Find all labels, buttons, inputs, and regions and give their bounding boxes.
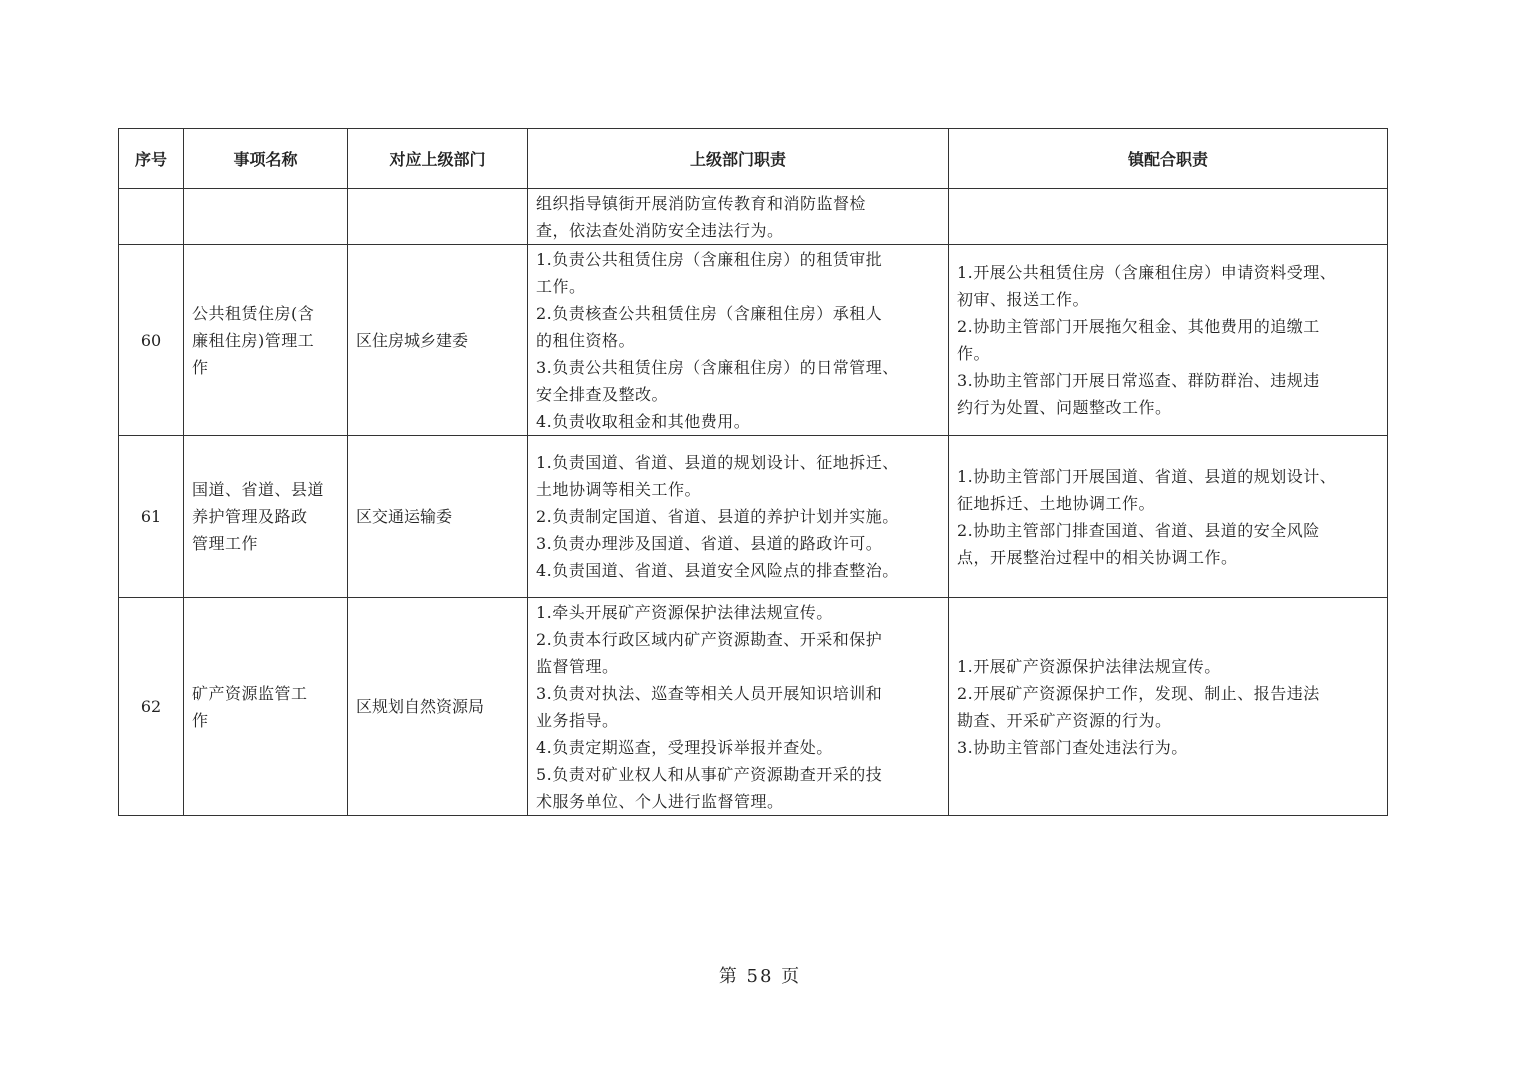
header-upper-dept: 对应上级部门: [348, 129, 528, 189]
header-town-duty: 镇配合职责: [949, 129, 1388, 189]
upper-duty-line: 1.负责公共租赁住房（含廉租住房）的租赁审批: [536, 249, 883, 269]
cell-upper-duty: [528, 598, 949, 816]
cell-serial: 60: [119, 245, 184, 436]
header-serial: 序号: [119, 129, 184, 189]
item-name-line: 养护管理及路政: [192, 507, 308, 526]
item-name-line: 国道、省道、县道: [192, 480, 325, 499]
cell-upper-duty: [528, 189, 949, 245]
cell-upper-dept: 区规划自然资源局: [348, 598, 528, 816]
town-duty-line: 3.协助主管部门开展日常巡查、群防群治、违规违: [957, 371, 1320, 390]
upper-duty-line: 业务指导。: [536, 710, 619, 730]
upper-duty-line: 4.负责定期巡查，受理投诉举报并查处。: [536, 737, 833, 757]
upper-duty-line: 2.负责本行政区域内矿产资源勘查、开采和保护: [536, 629, 883, 649]
upper-duty-line: 安全排查及整改。: [536, 384, 669, 404]
cell-item-name: [184, 436, 348, 598]
cell-town-duty: [949, 189, 1388, 245]
table-row: [119, 436, 1388, 598]
cell-upper-dept: 区住房城乡建委: [348, 245, 528, 436]
upper-duty-line: 土地协调等相关工作。: [536, 480, 702, 499]
table-row: [119, 245, 1388, 436]
town-duty-line: 约行为处置、问题整改工作。: [957, 398, 1172, 417]
item-name-line: 作: [192, 357, 209, 377]
upper-duty-line: 3.负责公共租赁住房（含廉租住房）的日常管理、: [536, 357, 899, 377]
table-header-row: [119, 129, 1388, 189]
cell-town-duty: [949, 598, 1388, 816]
cell-serial: 61: [119, 436, 184, 598]
cell-town-duty: [949, 436, 1388, 598]
cell-upper-dept: [348, 189, 528, 245]
upper-duty-line: 4.负责收取租金和其他费用。: [536, 411, 751, 431]
upper-duty-line: 的租住资格。: [536, 330, 636, 350]
upper-duty-line: 2.负责核查公共租赁住房（含廉租住房）承租人: [536, 303, 883, 323]
cell-item-name: [184, 598, 348, 816]
cell-town-duty: [949, 245, 1388, 436]
item-name-line: 作: [192, 710, 209, 730]
header-upper-duty: 上级部门职责: [528, 129, 949, 189]
town-duty-line: 1.开展矿产资源保护法律法规宣传。: [957, 656, 1221, 676]
cell-upper-duty: [528, 436, 949, 598]
item-name-line: 廉租住房)管理工: [192, 330, 315, 350]
item-name-line: 公共租赁住房(含: [192, 303, 315, 323]
table-row: [119, 598, 1388, 816]
cell-item-name: [184, 245, 348, 436]
upper-duty-line: 查，依法查处消防安全违法行为。: [536, 220, 784, 240]
town-duty-line: 2.开展矿产资源保护工作，发现、制止、报告违法: [957, 683, 1320, 703]
town-duty-line: 3.协助主管部门查处违法行为。: [957, 737, 1188, 757]
upper-duty-line: 3.负责对执法、巡查等相关人员开展知识培训和: [536, 683, 883, 703]
upper-duty-line: 3.负责办理涉及国道、省道、县道的路政许可。: [536, 534, 883, 553]
town-duty-line: 2.协助主管部门排查国道、省道、县道的安全风险: [957, 520, 1320, 540]
town-duty-line: 征地拆迁、土地协调工作。: [957, 493, 1156, 513]
item-name-line: 矿产资源监管工: [192, 683, 308, 703]
town-duty-line: 1.协助主管部门开展国道、省道、县道的规划设计、: [957, 466, 1337, 486]
header-item-name: 事项名称: [184, 129, 348, 189]
upper-duty-line: 组织指导镇街开展消防宣传教育和消防监督检: [536, 193, 867, 213]
cell-serial: [119, 189, 184, 245]
town-duty-line: 点，开展整治过程中的相关协调工作。: [957, 547, 1238, 567]
upper-duty-line: 1.牵头开展矿产资源保护法律法规宣传。: [536, 602, 833, 622]
upper-duty-line: 工作。: [536, 276, 586, 296]
upper-duty-line: 5.负责对矿业权人和从事矿产资源勘查开采的技: [536, 764, 883, 784]
town-duty-line: 2.协助主管部门开展拖欠租金、其他费用的追缴工: [957, 317, 1320, 336]
cell-item-name: [184, 189, 348, 245]
item-name-line: 管理工作: [192, 534, 259, 553]
town-duty-line: 初审、报送工作。: [957, 290, 1090, 309]
upper-duty-line: 1.负责国道、省道、县道的规划设计、征地拆迁、: [536, 453, 899, 472]
upper-duty-line: 术服务单位、个人进行监督管理。: [536, 791, 784, 811]
cell-upper-duty: [528, 245, 949, 436]
cell-serial: 62: [119, 598, 184, 816]
page-number: 第 58 页: [718, 966, 802, 987]
town-duty-line: 1.开展公共租赁住房（含廉租住房）申请资料受理、: [957, 263, 1337, 282]
upper-duty-line: 2.负责制定国道、省道、县道的养护计划并实施。: [536, 507, 899, 526]
upper-duty-line: 监督管理。: [536, 656, 619, 676]
upper-duty-line: 4.负责国道、省道、县道安全风险点的排查整治。: [536, 561, 899, 580]
town-duty-line: 作。: [957, 344, 991, 363]
duty-table: [118, 128, 1388, 816]
cell-upper-dept: 区交通运输委: [348, 436, 528, 598]
table-body: [119, 189, 1388, 816]
town-duty-line: 勘查、开采矿产资源的行为。: [957, 710, 1172, 730]
table-row: [119, 189, 1388, 245]
